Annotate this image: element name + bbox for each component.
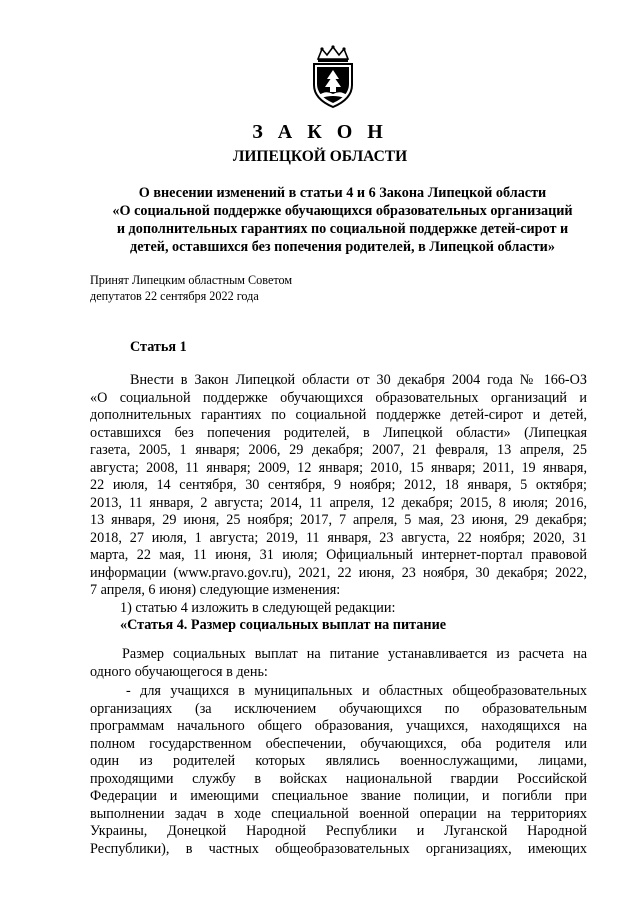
article-1-body [90, 372, 587, 635]
text-line: - для учащихся в муниципальных и областных общеобразовательных [126, 683, 587, 699]
heading-line: «О социальной поддержке обучающихся образовательных организаций [112, 203, 573, 219]
heading-line: и дополнительных гарантиях по социальной поддержке детей-сирот и [116, 221, 569, 237]
law-subtitle: ЛИПЕЦКОЙ ОБЛАСТИ [232, 148, 408, 165]
text-line: Украины, Донецкой Народной Республики и Луганской Народной [90, 823, 587, 839]
lipetsk-coat-of-arms-icon [308, 45, 358, 109]
text-line: программам начального общего образования, учащихся, находящихся на [90, 718, 587, 734]
text-line: августа; 2008, 11 января; 2009, 12 января; 2010, 15 января; 2011, 19 января, [90, 459, 587, 476]
amendment-item-1: 1) статью 4 изложить в следующей редакции: [120, 599, 396, 616]
article-4-title: «Статья 4. Размер социальных выплат на питание [120, 617, 447, 633]
adoption-line: Принят Липецким областным Советом [90, 273, 293, 287]
text-line: марта, 22 мая, 11 июня, 31 июля; Официальный интернет-портал правовой [90, 547, 587, 563]
law-title: З А К О Н [252, 121, 388, 143]
text-line: одного обучающегося в день: [90, 663, 268, 680]
text-line: дополнительных гарантиях по социальной поддержке детей-сирот и детей, [90, 407, 587, 423]
text-line: Республики), в частных общеобразовательных организациях, имеющих [90, 840, 587, 857]
heading-line: детей, оставшихся без попечения родителей, в Липецкой области» [130, 239, 555, 255]
text-line: 2018, 27 июля, 1 августа; 2019, 11 января, 23 августа, 22 ноября; 2020, 31 [90, 529, 587, 546]
text-line: организациях (за исключением обучающихся по образовательным [90, 700, 587, 717]
text-line: Внести в Закон Липецкой области от 30 декабря 2004 года № 166-ОЗ [130, 372, 587, 388]
paragraph-students [90, 683, 587, 858]
text-line: информации (www.pravo.gov.ru), 2021, 22 июня, 23 ноября, 30 декабря; 2022, [90, 564, 587, 581]
adoption-note [90, 272, 292, 304]
text-line: один из родителей которых являлись военнослужащими, лицами, [90, 753, 587, 769]
text-line: Федерации и имеющими специальное звание полиции, и погибли при [90, 788, 587, 804]
text-line: 13 января, 29 июня, 25 ноября; 2017, 7 апреля, 5 мая, 23 июня, 29 декабря; [90, 512, 587, 528]
text-line: 22 июля, 14 сентября, 30 сентября, 9 ноября; 2012, 18 января, 5 октября; [90, 477, 587, 493]
text-line: проходящими службу в войсках национальной гвардии Российской [90, 770, 587, 787]
text-line: полном государственном обеспечении, обучающихся, оба родителя или [90, 735, 587, 752]
text-line: газета, 2005, 1 января; 2006, 29 декабря; 2007, 21 февраля, 13 апреля, 25 [90, 442, 587, 458]
paragraph-meal-payments [90, 646, 587, 681]
text-line: 7 апреля, 6 июня) следующие изменения: [90, 582, 341, 598]
text-line: выполнении задач в ходе специальной военной операции на территориях [90, 805, 587, 822]
heading-line: О внесении изменений в статьи 4 и 6 Закона Липецкой области [138, 185, 547, 201]
text-line: «О социальной поддержке обучающихся образовательных организаций и [90, 389, 587, 406]
text-line: оставшихся без попечения родителей, в Липецкой области» (Липецкая [90, 424, 587, 441]
text-line: Размер социальных выплат на питание устанавливается из расчета на [122, 646, 587, 662]
document-heading [90, 184, 595, 256]
adoption-line: депутатов 22 сентября 2022 года [90, 289, 259, 303]
text-line: 2013, 11 января, 2 августа; 2014, 11 апреля, 12 декабря; 2015, 8 июля; 2016, [90, 494, 587, 511]
article-1-title: Статья 1 [130, 339, 187, 355]
